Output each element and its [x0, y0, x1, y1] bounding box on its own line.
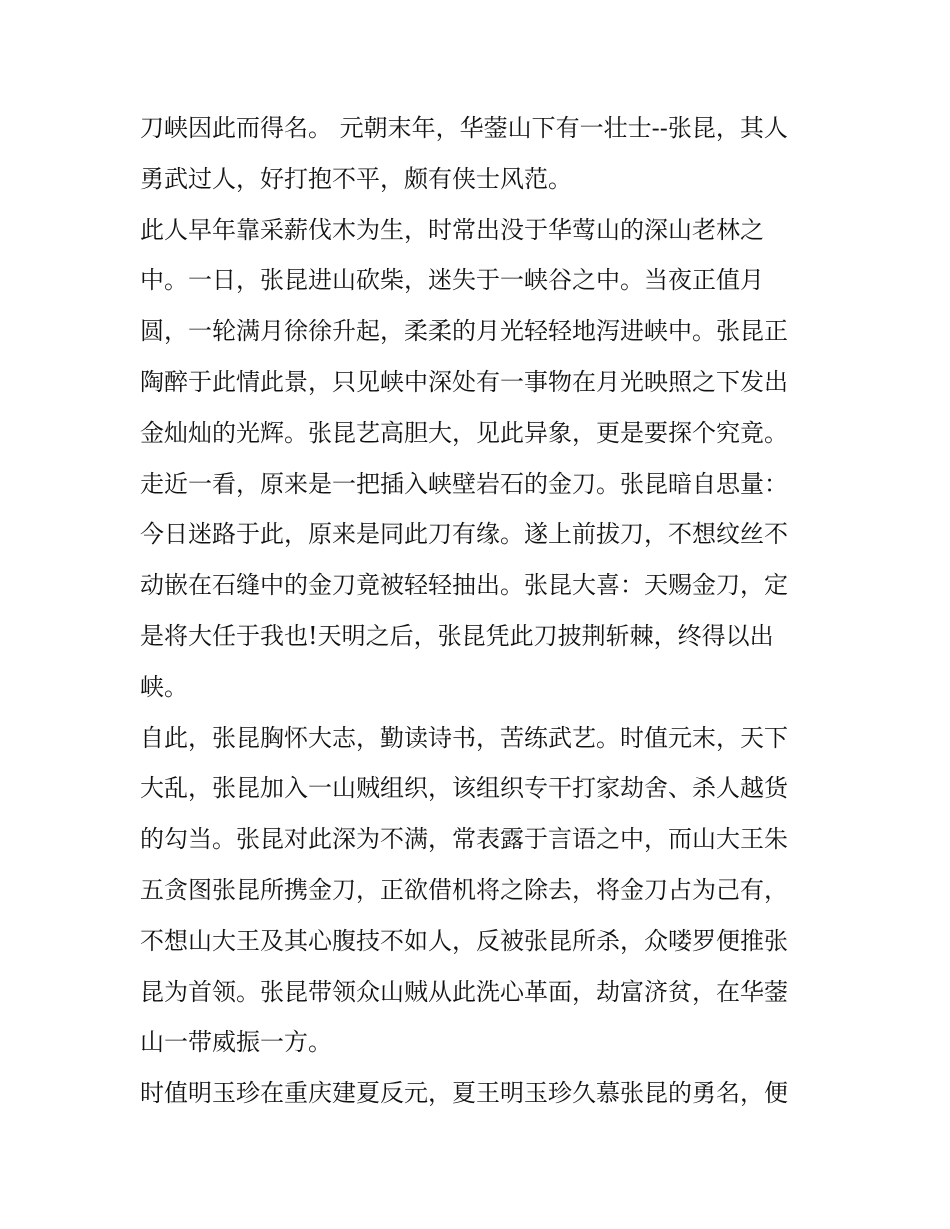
text-line: 勇武过人，好打抱不平，颇有侠士风范。 — [140, 164, 572, 193]
text-line: 的勾当。张昆对此深为不满，常表露于言语之中，而山大王朱 — [140, 825, 788, 854]
text-line: 圆，一轮满月徐徐升起，柔柔的月光轻轻地泻进峡中。张昆正 — [140, 317, 788, 346]
text-line: 不想山大王及其心腹技不如人，反被张昆所杀，众喽罗便推张 — [140, 926, 788, 955]
text-line: 刀峡因此而得名。 元朝末年，华蓥山下有一壮士--张昆，其人 — [140, 114, 788, 142]
text-line: 今日迷路于此，原来是同此刀有缘。遂上前拔刀，不想纹丝不 — [140, 520, 788, 549]
text-line: 大乱，张昆加入一山贼组织，该组织专干打家劫舍、杀人越货 — [140, 774, 788, 803]
paragraph-1 — [140, 103, 815, 205]
text-line: 此人早年靠采薪伐木为生，时常出没于华莺山的深山老林之 — [140, 215, 764, 244]
text-line: 动嵌在石缝中的金刀竟被轻轻抽出。张昆大喜：天赐金刀，定 — [140, 571, 788, 600]
text-line: 金灿灿的光辉。张昆艺高胆大，见此异象，更是要探个究竟。 — [140, 418, 788, 447]
text-line: 山一带威振一方。 — [140, 1028, 332, 1057]
text-line: 走近一看，原来是一把插入峡壁岩石的金刀。张昆暗自思量： — [140, 469, 788, 498]
paragraph-3 — [140, 713, 815, 1069]
text-line: 是将大任于我也!天明之后，张昆凭此刀披荆斩棘，终得以出 — [140, 621, 774, 650]
text-line: 五贪图张昆所携金刀，正欲借机将之除去，将金刀占为己有， — [140, 875, 788, 904]
paragraph-2 — [140, 205, 815, 713]
body-text — [140, 103, 815, 1119]
text-line: 时值明玉珍在重庆建夏反元，夏王明玉珍久慕张昆的勇名，便 — [140, 1079, 788, 1108]
text-line: 峡。 — [140, 672, 188, 701]
text-line: 昆为首领。张昆带领众山贼从此洗心革面，劫富济贫，在华蓥 — [140, 977, 788, 1006]
text-line: 自此，张昆胸怀大志，勤读诗书，苦练武艺。时值元末，天下 — [140, 723, 788, 752]
text-line: 陶醉于此情此景，只见峡中深处有一事物在月光映照之下发出 — [140, 367, 788, 396]
paragraph-4 — [140, 1068, 815, 1119]
text-line: 中。一日，张昆进山砍柴，迷失于一峡谷之中。当夜正值月 — [140, 266, 764, 295]
